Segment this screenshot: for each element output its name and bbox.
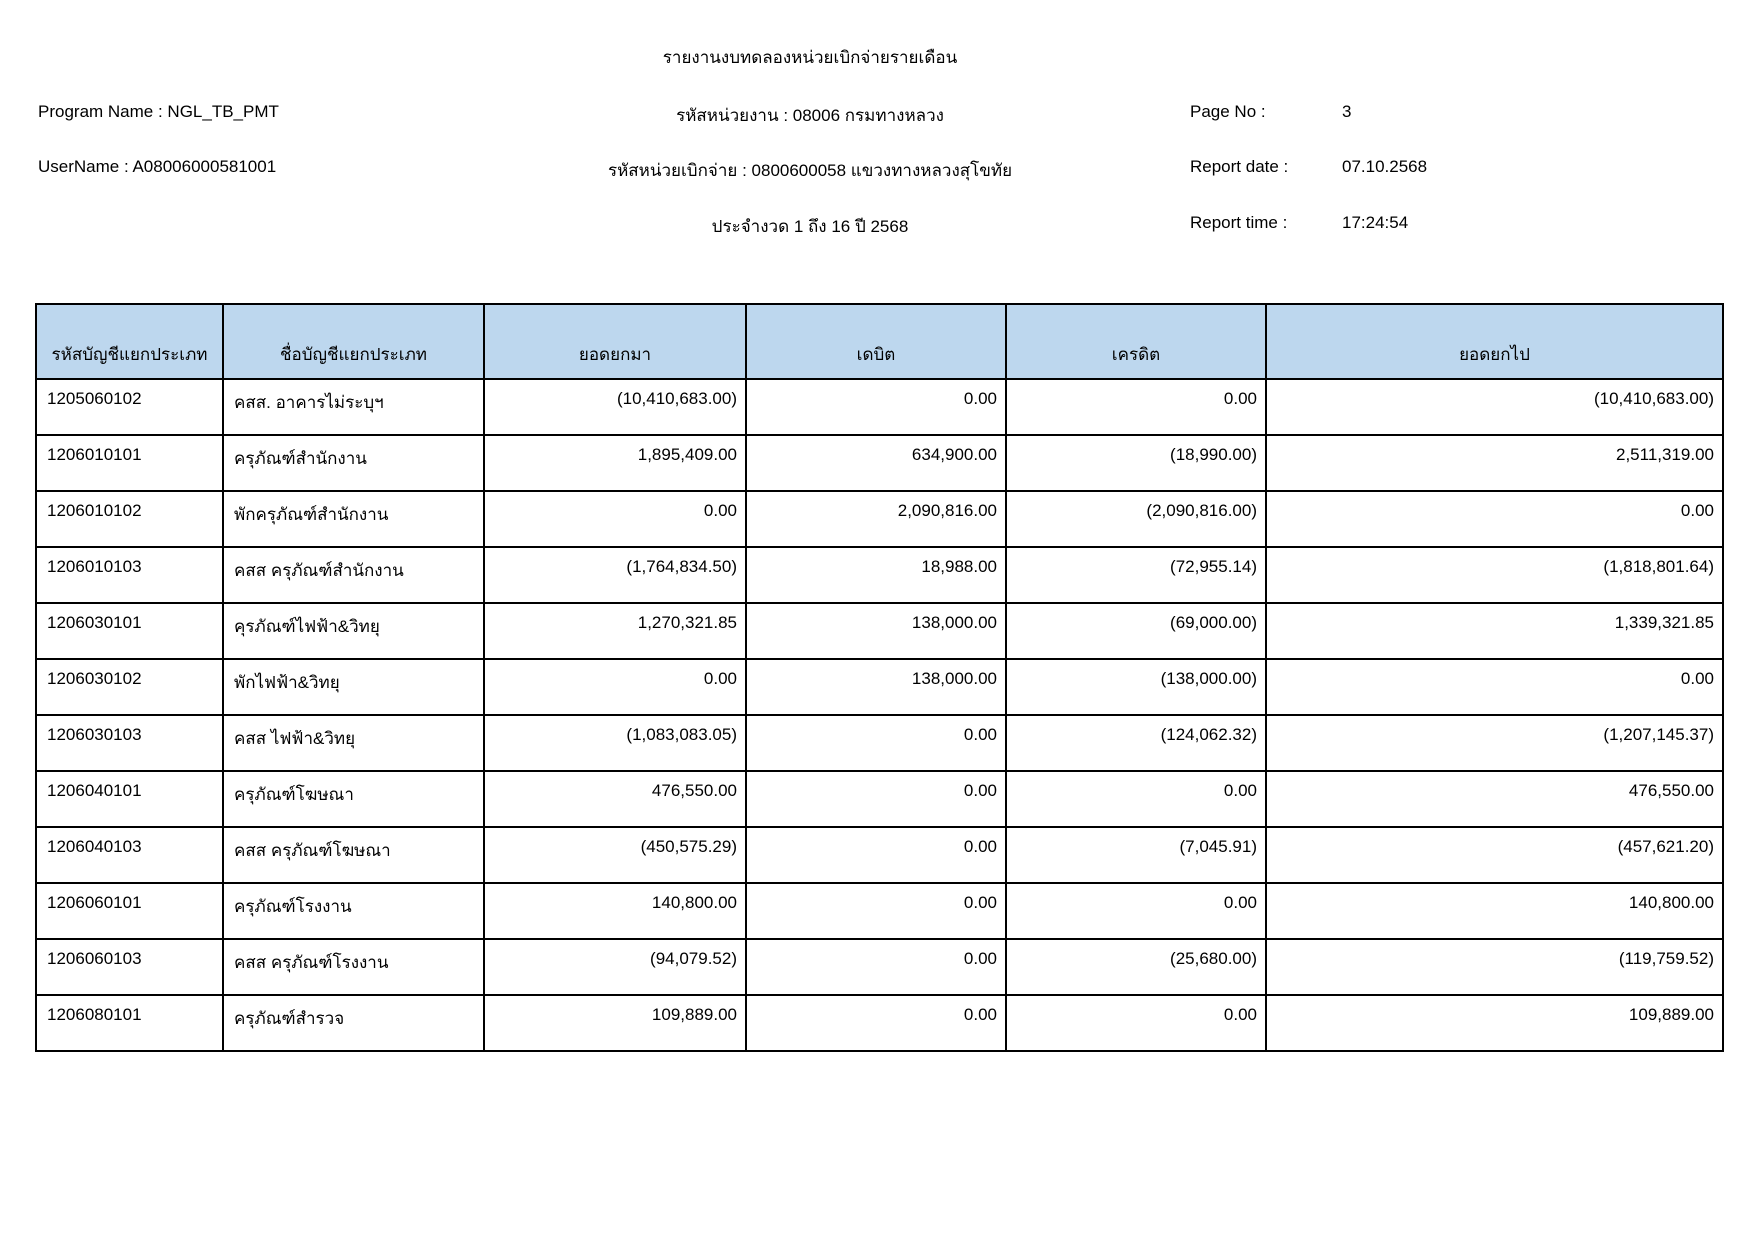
debit-cell: 138,000.00	[746, 659, 1006, 715]
opening-balance-cell: 1,270,321.85	[484, 603, 746, 659]
table-row	[36, 603, 1723, 659]
page-no-value: 3	[1342, 102, 1352, 121]
opening-balance-cell: (450,575.29)	[484, 827, 746, 883]
debit-cell: 18,988.00	[746, 547, 1006, 603]
closing-balance-cell: 476,550.00	[1266, 771, 1723, 827]
account-name-cell: คสส ครุภัณฑ์สำนักงาน	[223, 547, 484, 603]
credit-cell: (69,000.00)	[1006, 603, 1266, 659]
debit-cell: 0.00	[746, 379, 1006, 435]
table-row	[36, 883, 1723, 939]
closing-balance-cell: 2,511,319.00	[1266, 435, 1723, 491]
col-header-closing-balance: ยอดยกไป	[1266, 304, 1723, 379]
debit-cell: 138,000.00	[746, 603, 1006, 659]
account-code-cell: 1206030101	[36, 603, 223, 659]
opening-balance-cell: (1,083,083.05)	[484, 715, 746, 771]
credit-cell: (7,045.91)	[1006, 827, 1266, 883]
table-header-row	[36, 304, 1723, 379]
opening-balance-cell: 476,550.00	[484, 771, 746, 827]
debit-cell: 0.00	[746, 939, 1006, 995]
closing-balance-cell: (457,621.20)	[1266, 827, 1723, 883]
account-name-cell: ครุภัณฑ์โรงงาน	[223, 883, 484, 939]
user-name-line: UserName : A08006000581001	[38, 157, 277, 176]
report-time-label: Report time :	[1190, 213, 1288, 232]
opening-balance-cell: (1,764,834.50)	[484, 547, 746, 603]
account-name-cell: พักไฟฟ้า&วิทยุ	[223, 659, 484, 715]
credit-cell: (124,062.32)	[1006, 715, 1266, 771]
opening-balance-cell: (94,079.52)	[484, 939, 746, 995]
debit-cell: 0.00	[746, 883, 1006, 939]
account-code-cell: 1206080101	[36, 995, 223, 1051]
table-row	[36, 379, 1723, 435]
account-code-cell: 1206040101	[36, 771, 223, 827]
account-name-cell: ครุภัณฑ์สำรวจ	[223, 995, 484, 1051]
closing-balance-cell: 0.00	[1266, 659, 1723, 715]
table-header	[36, 304, 1723, 379]
opening-balance-cell: 109,889.00	[484, 995, 746, 1051]
debit-cell: 0.00	[746, 995, 1006, 1051]
closing-balance-cell: 1,339,321.85	[1266, 603, 1723, 659]
debit-cell: 0.00	[746, 827, 1006, 883]
credit-cell: 0.00	[1006, 883, 1266, 939]
table-row	[36, 435, 1723, 491]
closing-balance-cell: (119,759.52)	[1266, 939, 1723, 995]
col-header-credit: เครดิต	[1006, 304, 1266, 379]
table-row	[36, 771, 1723, 827]
credit-cell: (2,090,816.00)	[1006, 491, 1266, 547]
col-header-debit: เดบิต	[746, 304, 1006, 379]
closing-balance-cell: 109,889.00	[1266, 995, 1723, 1051]
col-header-account-name: ชื่อบัญชีแยกประเภท	[223, 304, 484, 379]
opening-balance-cell: 0.00	[484, 491, 746, 547]
credit-cell: (72,955.14)	[1006, 547, 1266, 603]
report-date-value: 07.10.2568	[1342, 157, 1428, 176]
closing-balance-cell: (1,207,145.37)	[1266, 715, 1723, 771]
credit-cell: (138,000.00)	[1006, 659, 1266, 715]
closing-balance-cell: 0.00	[1266, 491, 1723, 547]
page-no-label: Page No :	[1190, 102, 1266, 121]
table-row	[36, 939, 1723, 995]
account-code-cell: 1206060101	[36, 883, 223, 939]
disbursement-unit-line: รหัสหน่วยเบิกจ่าย : 0800600058 แขวงทางหลวงสุโขทัย	[607, 161, 1013, 180]
debit-cell: 0.00	[746, 771, 1006, 827]
closing-balance-cell: 140,800.00	[1266, 883, 1723, 939]
account-code-cell: 1205060102	[36, 379, 223, 435]
account-name-cell: คุรภัณฑ์ไฟฟ้า&วิทยุ	[223, 603, 484, 659]
opening-balance-cell: 1,895,409.00	[484, 435, 746, 491]
account-name-cell: คสส ครุภัณฑ์โฆษณา	[223, 827, 484, 883]
account-code-cell: 1206060103	[36, 939, 223, 995]
report-date-label: Report date :	[1190, 157, 1289, 176]
credit-cell: 0.00	[1006, 379, 1266, 435]
table-body	[36, 379, 1723, 1051]
table-row	[36, 995, 1723, 1051]
report-time-value: 17:24:54	[1342, 213, 1409, 232]
account-name-cell: คสส ไฟฟ้า&วิทยุ	[223, 715, 484, 771]
trial-balance-table	[35, 303, 1724, 1052]
account-name-cell: คสส. อาคารไม่ระบุฯ	[223, 379, 484, 435]
credit-cell: (18,990.00)	[1006, 435, 1266, 491]
col-header-account-code: รหัสบัญชีแยกประเภท	[36, 304, 223, 379]
account-name-cell: คสส ครุภัณฑ์โรงงาน	[223, 939, 484, 995]
table-row	[36, 491, 1723, 547]
table-row	[36, 547, 1723, 603]
account-code-cell: 1206010103	[36, 547, 223, 603]
table-row	[36, 659, 1723, 715]
credit-cell: 0.00	[1006, 995, 1266, 1051]
credit-cell: 0.00	[1006, 771, 1266, 827]
col-header-opening-balance: ยอดยกมา	[484, 304, 746, 379]
account-name-cell: ครุภัณฑ์โฆษณา	[223, 771, 484, 827]
agency-code-line: รหัสหน่วยงาน : 08006 กรมทางหลวง	[676, 106, 944, 125]
credit-cell: (25,680.00)	[1006, 939, 1266, 995]
closing-balance-cell: (10,410,683.00)	[1266, 379, 1723, 435]
debit-cell: 634,900.00	[746, 435, 1006, 491]
opening-balance-cell: 0.00	[484, 659, 746, 715]
account-code-cell: 1206040103	[36, 827, 223, 883]
account-name-cell: ครุภัณฑ์สำนักงาน	[223, 435, 484, 491]
opening-balance-cell: (10,410,683.00)	[484, 379, 746, 435]
opening-balance-cell: 140,800.00	[484, 883, 746, 939]
account-code-cell: 1206010102	[36, 491, 223, 547]
account-name-cell: พักครุภัณฑ์สำนักงาน	[223, 491, 484, 547]
report-title: รายงานงบทดลองหน่วยเบิกจ่ายรายเดือน	[662, 48, 958, 67]
table-row	[36, 715, 1723, 771]
closing-balance-cell: (1,818,801.64)	[1266, 547, 1723, 603]
account-code-cell: 1206010101	[36, 435, 223, 491]
account-code-cell: 1206030103	[36, 715, 223, 771]
program-name-line: Program Name : NGL_TB_PMT	[38, 102, 279, 121]
account-code-cell: 1206030102	[36, 659, 223, 715]
period-line: ประจำงวด 1 ถึง 16 ปี 2568	[711, 217, 909, 236]
debit-cell: 2,090,816.00	[746, 491, 1006, 547]
table-row	[36, 827, 1723, 883]
debit-cell: 0.00	[746, 715, 1006, 771]
